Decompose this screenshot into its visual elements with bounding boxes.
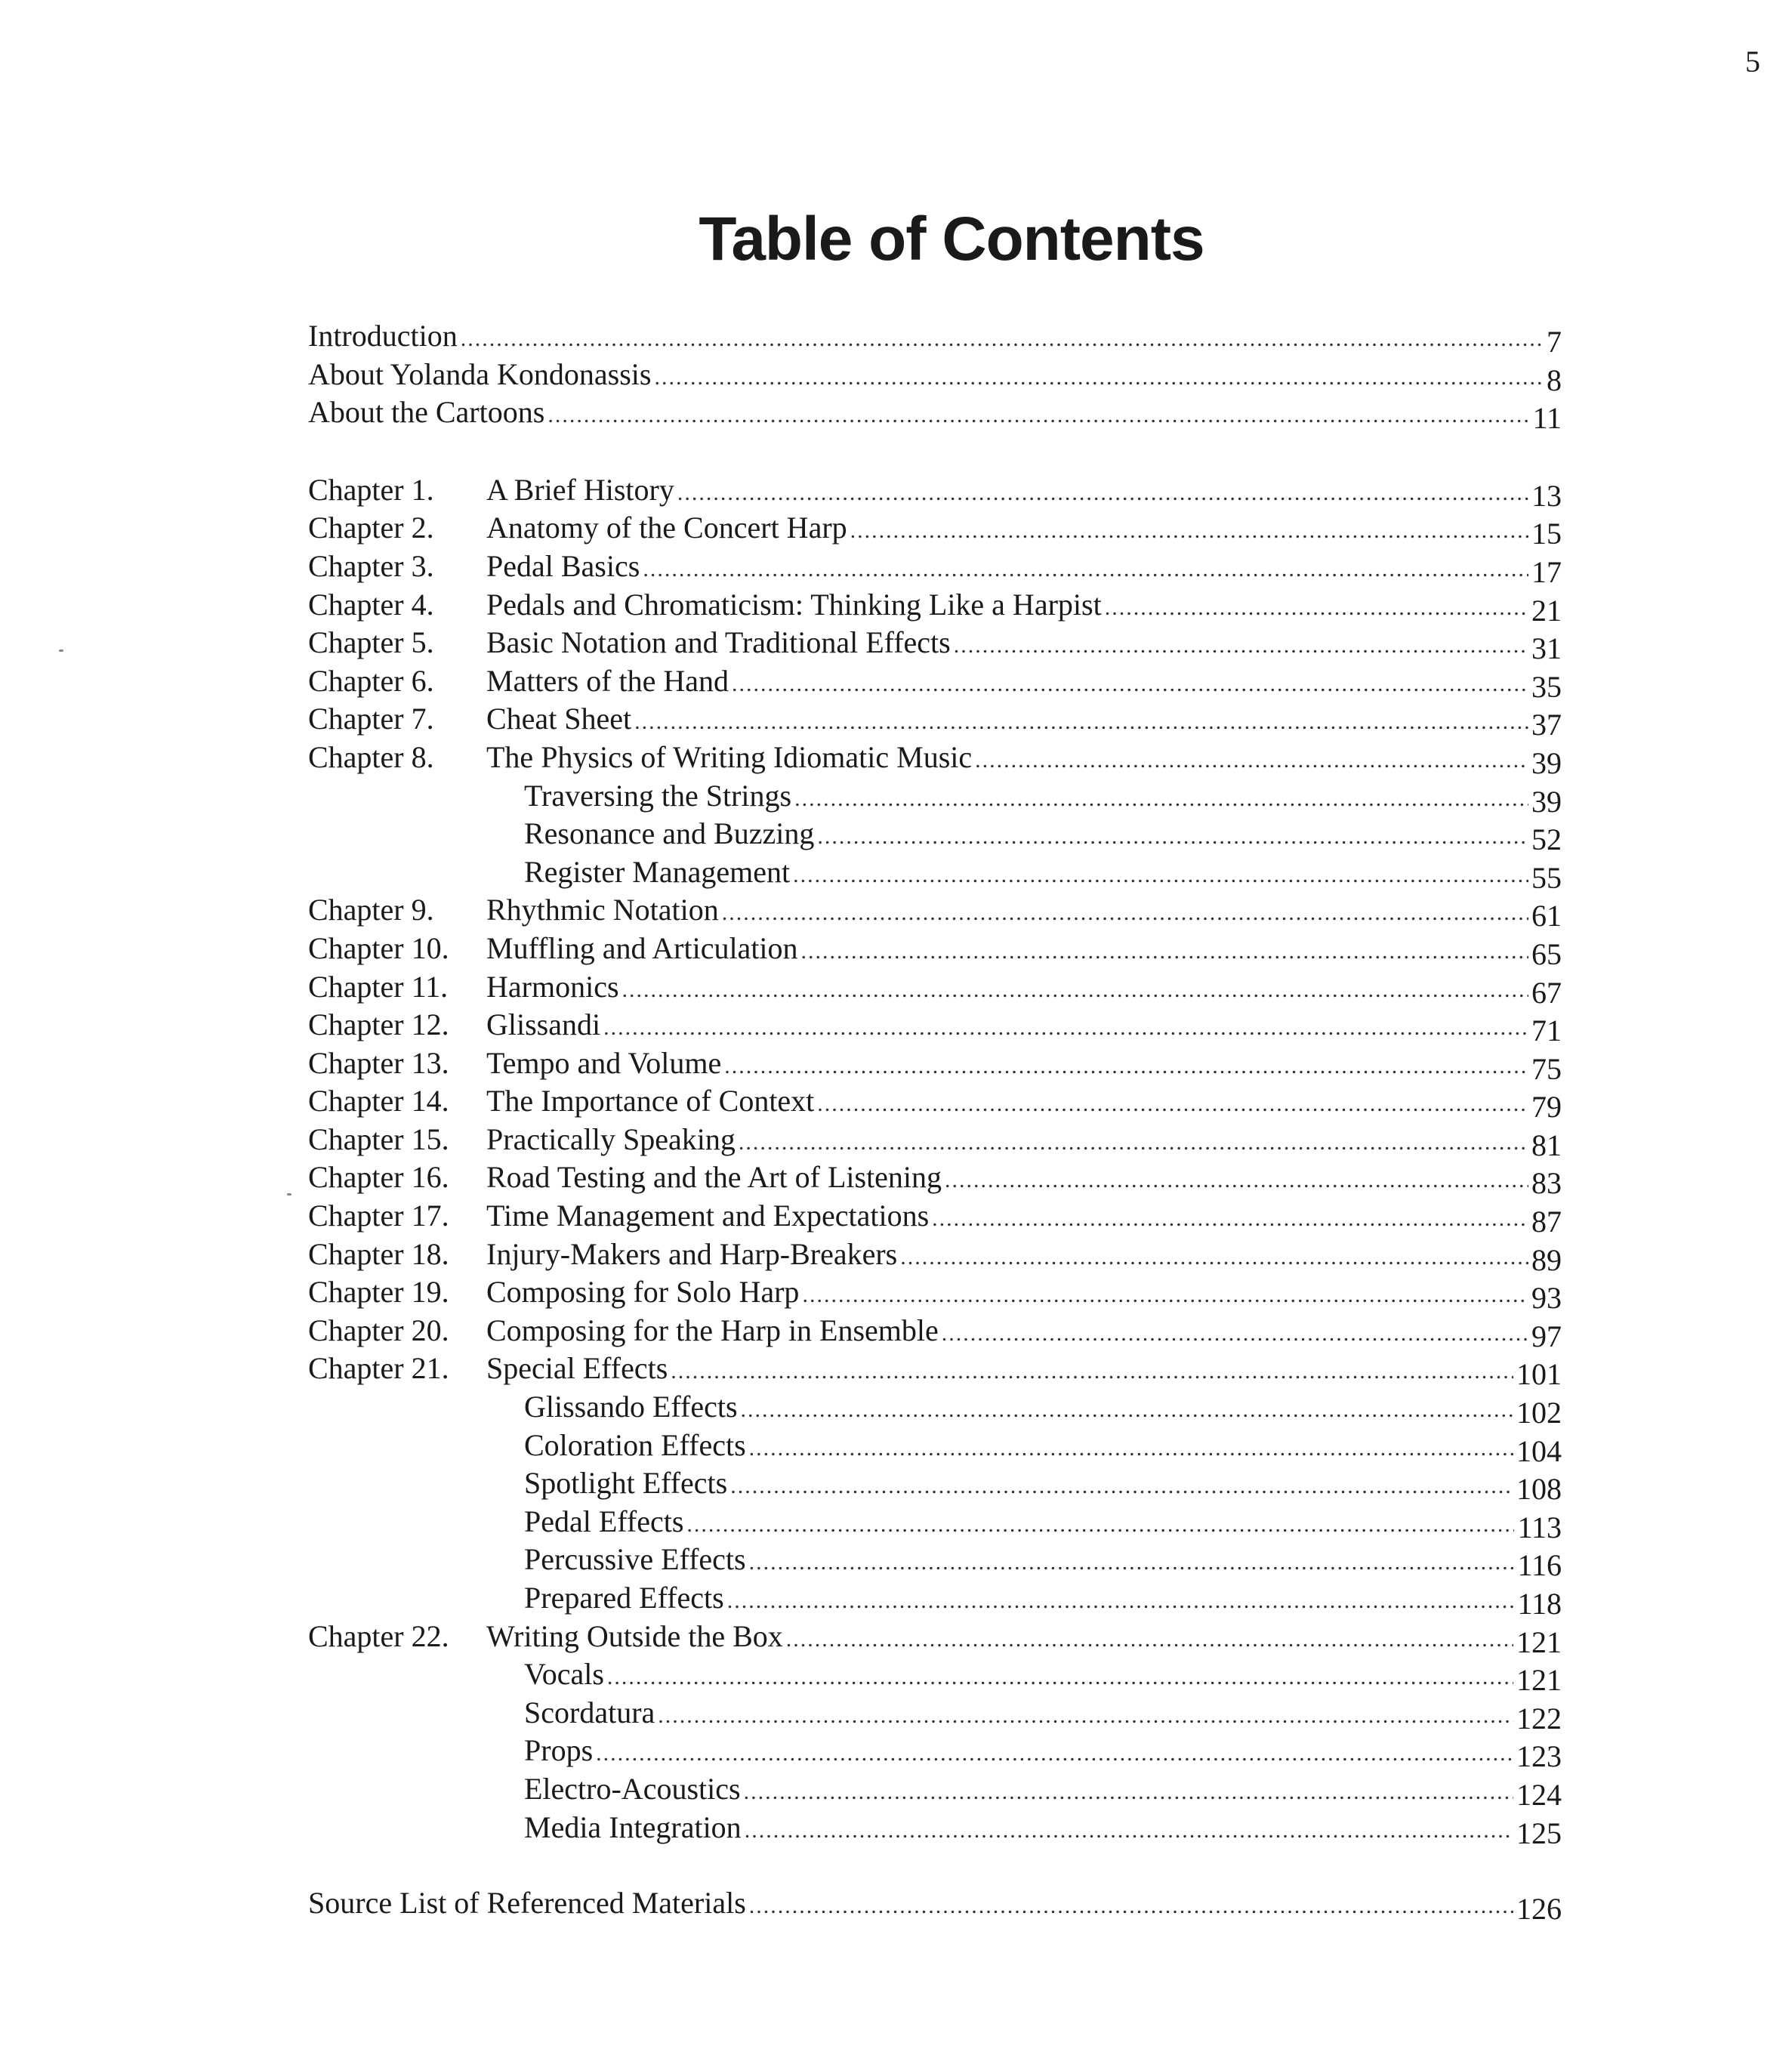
entry-title: Cheat Sheet [486, 702, 632, 736]
dot-leader [744, 1773, 1513, 1812]
dot-leader [749, 1887, 1513, 1926]
page-ref: 116 [1517, 1548, 1562, 1583]
chapter-entry [308, 1618, 1562, 1659]
section-entry [308, 1655, 1562, 1698]
chapter-number: Chapter 18. [308, 1236, 449, 1271]
page-ref: 124 [1516, 1777, 1562, 1812]
chapter-number: Chapter 9. [308, 893, 434, 927]
section-entry [308, 1541, 1562, 1583]
chapter-number: Chapter 8. [308, 739, 434, 774]
entry-title: Media Integration [524, 1810, 742, 1844]
page-ref: 11 [1532, 401, 1562, 436]
chapter-entry [308, 624, 1562, 666]
dot-leader [739, 1124, 1528, 1162]
chapter-entry [308, 1121, 1562, 1162]
dot-leader [607, 1658, 1513, 1697]
dot-leader [850, 512, 1528, 551]
front-matter-entry [308, 356, 1562, 397]
entry-title: The Physics of Writing Idiomatic Music [486, 739, 973, 774]
entry-title: Source List of Referenced Materials [308, 1886, 746, 1921]
dot-leader [749, 1544, 1515, 1582]
chapter-entry [308, 739, 1562, 780]
entry-title: Resonance and Buzzing [524, 816, 815, 851]
dot-leader [634, 703, 1528, 742]
section-entry [308, 1732, 1562, 1774]
page-ref: 79 [1531, 1090, 1562, 1125]
section-gap [308, 1847, 1562, 1884]
page-ref: 118 [1517, 1587, 1562, 1621]
entry-title: Pedal Basics [486, 548, 640, 583]
dot-leader [745, 1812, 1513, 1850]
front-matter-list [308, 317, 1562, 436]
entry-title: Matters of the Hand [486, 663, 729, 698]
dot-leader [802, 1276, 1528, 1315]
entry-title: Basic Notation and Traditional Effects [486, 625, 951, 660]
entry-title: Muffling and Articulation [486, 930, 798, 965]
page-ref: 83 [1531, 1166, 1562, 1201]
dot-leader [749, 1430, 1513, 1468]
front-matter-entry [308, 317, 1562, 359]
dot-leader [547, 396, 1529, 435]
entry-title: The Importance of Context [486, 1084, 815, 1118]
dot-leader [817, 818, 1528, 856]
dot-leader [900, 1239, 1528, 1277]
chapter-entry [308, 1082, 1562, 1125]
page-ref: 102 [1516, 1396, 1562, 1430]
entry-title: Pedal Effects [524, 1504, 684, 1538]
page-ref: 108 [1516, 1472, 1562, 1507]
page-ref: 35 [1531, 669, 1562, 704]
page-ref: 7 [1547, 325, 1562, 359]
entry-title: Tempo and Volume [486, 1045, 722, 1080]
page-ref: 52 [1531, 822, 1562, 857]
chapter-entry [308, 1197, 1562, 1239]
section-entry [308, 1503, 1562, 1544]
page-number: 5 [1745, 45, 1760, 79]
entry-title: Traversing the Strings [524, 778, 792, 813]
page-ref: 97 [1531, 1319, 1562, 1353]
chapter-entry [308, 700, 1562, 742]
chapter-number: Chapter 12. [308, 1007, 449, 1042]
dot-leader [643, 551, 1528, 589]
entry-title: Time Management and Expectations [486, 1199, 930, 1233]
entry-title: Rhythmic Notation [486, 893, 719, 927]
page-ref: 81 [1531, 1128, 1562, 1162]
page-ref: 104 [1516, 1433, 1562, 1468]
chapter-number: Chapter 2. [308, 511, 434, 545]
chapter-entry [308, 1044, 1562, 1086]
chapter-entry [308, 968, 1562, 1010]
scan-speck [59, 649, 63, 652]
section-gap [308, 432, 1562, 471]
page-ref: 89 [1531, 1242, 1562, 1277]
chapter-entry [308, 1273, 1562, 1316]
dot-leader [654, 359, 1544, 397]
page-ref: 125 [1516, 1816, 1562, 1850]
chapter-number: Chapter 22. [308, 1618, 449, 1653]
chapter-number: Chapter 11. [308, 969, 449, 1004]
chapter-number: Chapter 4. [308, 587, 434, 622]
entry-title: Glissando Effects [524, 1390, 738, 1424]
dot-leader [671, 1353, 1513, 1391]
chapter-number: Chapter 6. [308, 663, 434, 698]
chapter-number: Chapter 7. [308, 702, 434, 736]
section-entry [308, 1770, 1562, 1812]
page-ref: 71 [1531, 1014, 1562, 1048]
section-entry [308, 1464, 1562, 1507]
dot-leader [658, 1697, 1513, 1735]
chapter-entry [308, 548, 1562, 589]
entry-title: Road Testing and the Art of Listening [486, 1160, 942, 1195]
dot-leader [722, 894, 1528, 933]
entry-title: Vocals [524, 1657, 604, 1692]
entry-title: Writing Outside the Box [486, 1618, 783, 1653]
dot-leader [793, 856, 1528, 895]
chapter-entry [308, 1236, 1562, 1277]
page-title: Table of Contents [699, 205, 1204, 273]
entry-title: Special Effects [486, 1351, 668, 1386]
page-ref: 39 [1531, 745, 1562, 780]
section-entry [308, 1427, 1562, 1468]
entry-title: Harmonics [486, 969, 619, 1004]
table-of-contents [308, 317, 1562, 1927]
page-ref: 75 [1531, 1051, 1562, 1086]
dot-leader [794, 780, 1528, 819]
page-ref: 121 [1516, 1624, 1562, 1659]
dot-leader [622, 971, 1528, 1010]
page-ref: 13 [1531, 478, 1562, 513]
entry-title: Coloration Effects [524, 1427, 746, 1462]
entry-title: Props [524, 1733, 594, 1768]
dot-leader [1105, 589, 1528, 628]
page-ref: 123 [1516, 1739, 1562, 1774]
section-entry [308, 777, 1562, 819]
entry-title: Register Management [524, 854, 791, 889]
front-matter-entry [308, 393, 1562, 436]
chapter-number: Chapter 21. [308, 1351, 449, 1386]
dot-leader [727, 1582, 1515, 1621]
page-ref: 55 [1531, 860, 1562, 895]
entry-title: Composing for Solo Harp [486, 1275, 800, 1310]
entry-title: About Yolanda Kondonassis [308, 356, 652, 391]
scan-speck [287, 1193, 291, 1196]
page-ref: 61 [1531, 899, 1562, 933]
chapter-number: Chapter 13. [308, 1045, 449, 1080]
page-ref: 121 [1516, 1663, 1562, 1698]
entry-title: Electro-Acoustics [524, 1771, 741, 1806]
page-ref: 37 [1531, 708, 1562, 742]
chapter-entry [308, 509, 1562, 551]
section-entry [308, 853, 1562, 895]
chapter-number: Chapter 3. [308, 548, 434, 583]
entry-title: Prepared Effects [524, 1581, 724, 1615]
chapter-entry [308, 1006, 1562, 1048]
dot-leader [724, 1047, 1528, 1086]
dot-leader [942, 1315, 1528, 1353]
chapter-list [308, 471, 1562, 1850]
dot-leader [786, 1621, 1513, 1659]
page-ref: 101 [1516, 1357, 1562, 1392]
entry-title: Anatomy of the Concert Harp [486, 511, 847, 545]
entry-title: Glissandi [486, 1007, 601, 1042]
chapter-entry [308, 891, 1562, 933]
chapter-entry [308, 930, 1562, 971]
section-entry [308, 1809, 1562, 1850]
page-ref: 93 [1531, 1281, 1562, 1316]
chapter-entry [308, 1350, 1562, 1392]
page-ref: 113 [1517, 1510, 1562, 1544]
entry-title: A Brief History [486, 472, 674, 507]
page-ref: 67 [1531, 975, 1562, 1010]
entry-title: Scordatura [524, 1695, 655, 1729]
chapter-number: Chapter 10. [308, 930, 449, 965]
entry-title: Injury-Makers and Harp-Breakers [486, 1236, 898, 1271]
section-entry [308, 1694, 1562, 1735]
chapter-entry [308, 1159, 1562, 1201]
entry-title: Composing for the Harp in Ensemble [486, 1313, 939, 1347]
chapter-number: Chapter 17. [308, 1199, 449, 1233]
dot-leader [730, 1467, 1513, 1506]
dot-leader [732, 665, 1528, 704]
page-ref: 65 [1531, 936, 1562, 971]
entry-title: Spotlight Effects [524, 1466, 728, 1501]
chapter-number: Chapter 15. [308, 1122, 449, 1156]
chapter-number: Chapter 14. [308, 1084, 449, 1118]
chapter-entry [308, 586, 1562, 628]
dot-leader [945, 1162, 1528, 1200]
dot-leader [801, 933, 1528, 971]
page-ref: 15 [1531, 517, 1562, 551]
entry-title: About the Cartoons [308, 395, 545, 430]
page-ref: 87 [1531, 1205, 1562, 1239]
dot-leader [932, 1200, 1528, 1239]
entry-title: Percussive Effects [524, 1542, 746, 1577]
section-entry [308, 815, 1562, 857]
chapter-number: Chapter 19. [308, 1275, 449, 1310]
dot-leader [677, 474, 1528, 513]
back-matter-entry [308, 1884, 1562, 1927]
back-matter-list [308, 1884, 1562, 1927]
section-entry [308, 1579, 1562, 1621]
dot-leader [686, 1506, 1514, 1544]
chapter-entry [308, 1312, 1562, 1353]
entry-title: Practically Speaking [486, 1122, 736, 1156]
dot-leader [461, 320, 1544, 359]
page-ref: 31 [1531, 631, 1562, 666]
page-ref: 21 [1531, 593, 1562, 628]
dot-leader [603, 1009, 1528, 1047]
page-ref: 122 [1516, 1701, 1562, 1735]
chapter-entry [308, 471, 1562, 513]
dot-leader [817, 1085, 1528, 1124]
entry-title: Introduction [308, 319, 458, 353]
page-ref: 126 [1516, 1892, 1562, 1927]
chapter-entry [308, 662, 1562, 704]
chapter-number: Chapter 20. [308, 1313, 449, 1347]
dot-leader [741, 1391, 1513, 1430]
entry-title: Pedals and Chromaticism: Thinking Like a Harpist [486, 587, 1102, 622]
section-entry [308, 1388, 1562, 1430]
page-ref: 17 [1531, 554, 1562, 589]
page-ref: 39 [1531, 784, 1562, 819]
page-ref: 8 [1547, 363, 1562, 397]
chapter-number: Chapter 5. [308, 625, 434, 660]
dot-leader [596, 1735, 1513, 1773]
chapter-number: Chapter 16. [308, 1160, 449, 1195]
dot-leader [954, 627, 1528, 665]
dot-leader [975, 742, 1528, 780]
chapter-number: Chapter 1. [308, 472, 434, 507]
